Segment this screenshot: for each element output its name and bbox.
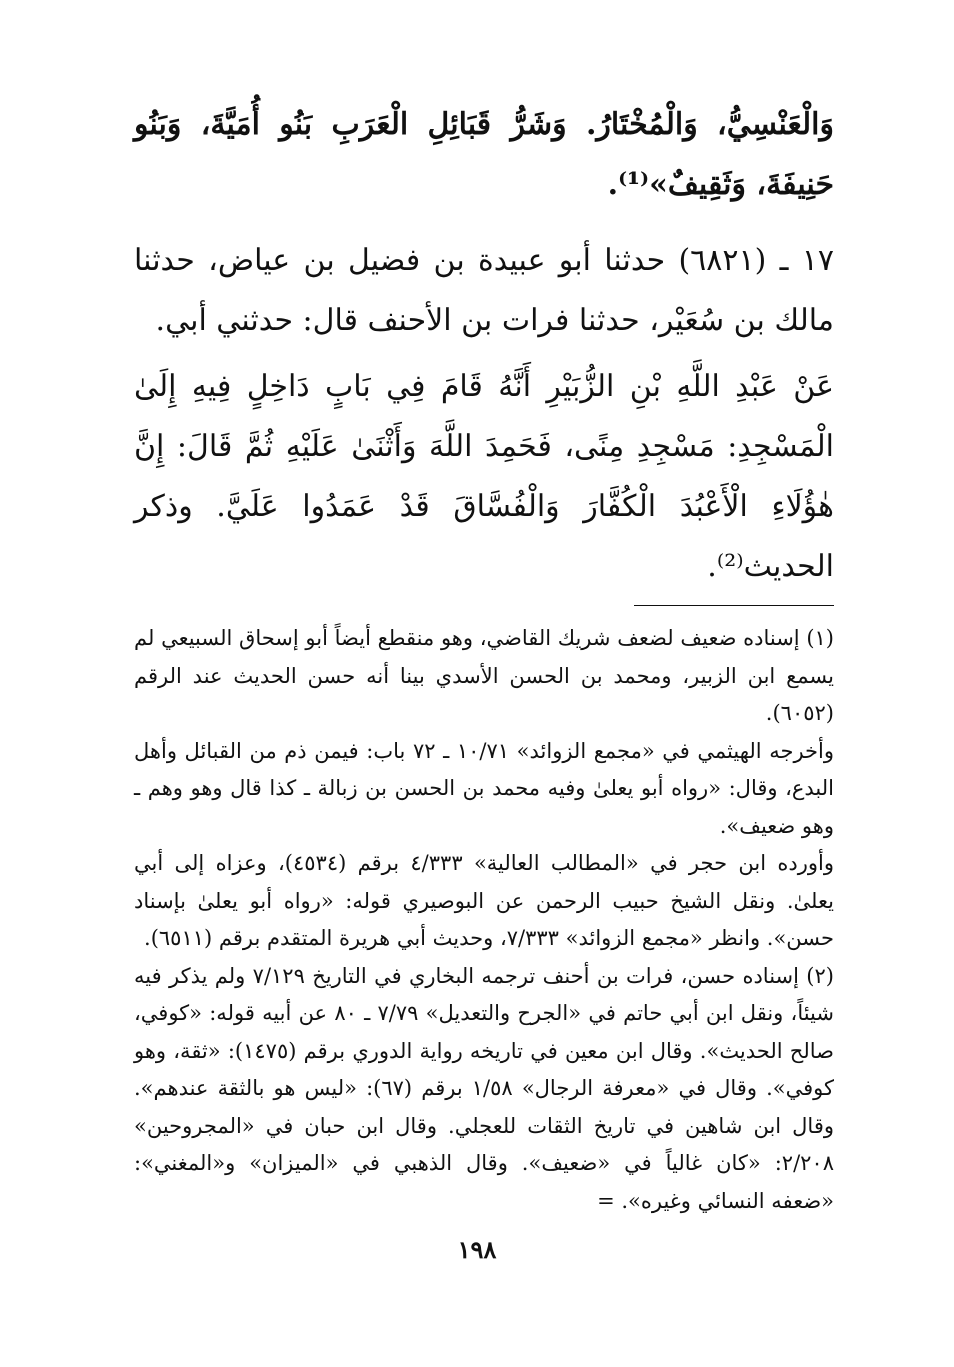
footnotes	[134, 620, 834, 1220]
paragraph-matn: عَنْ عَبْدِ اللَّهِ بْنِ الزُّبَيْرِ أَنَّهُ قَامَ فِي بَابٍ دَاخِلٍ فِيهِ إِلَىٰ الْمَسْجِدِ: مَسْجِدِ مِنًى، فَحَمِدَ اللَّهَ وَأَثْنَىٰ عَلَيْهِ ثُمَّ قَالَ: إِنَّ هٰؤُلَاءِ الْأَعْبُدَ الْكُفَّارَ وَالْفُسَّاقَ قَدْ عَمَدُوا عَلَيَّ. وذكر الحديث⁽²⁾.	[134, 369, 834, 584]
paragraph-isnad: ١٧ ـ (٦٨٢١) حدثنا أبو عبيدة بن فضيل بن عياض، حدثنا مالك بن سُعَيْر، حدثنا فرات بن الأحنف قال: حدثني أبي.	[134, 243, 834, 338]
page-body	[134, 95, 834, 1220]
paragraph-hadith-end: وَالْعَنْسِيُّ، وَالْمُخْتَارُ. وَشَرُّ قَبَائِلِ الْعَرَبِ بَنُو أُمَيَّةَ، وَبَنُو حَنِيفَةَ، وَثَقِيفٌ»⁽¹⁾.	[134, 107, 834, 202]
footnote-1-continued: وأخرجه الهيثمي في «مجمع الزوائد» ١٠/٧١ ـ ٧٢ باب: فيمن ذم من القبائل وأهل البدع، وقال: «رواه أبو يعلىٰ وفيه محمد بن الحسن بن زبالة ـ كذا قال وهو وهم ـ وهو ضعيف».	[134, 738, 835, 838]
footnote-divider	[634, 605, 834, 606]
footnote-1-continued-2: وأورده ابن حجر في «المطالب العالية» ٤/٣٣٣ برقم (٤٥٣٤)، وعزاه إلى أبي يعلىٰ. ونقل الشيخ حبيب الرحمن عن البوصيري قوله: «رواه أبو يعلىٰ بإسناد حسن». وانظر «مجمع الزوائد» ٧/٣٣٣، وحديث أبي هريرة المتقدم برقم (٦٥١١).	[134, 851, 834, 950]
footnote-2: (٢) إسناده حسن، فرات بن أحنف ترجمه البخاري في التاريخ ٧/١٢٩ ولم يذكر فيه شيئاً، ونقل ابن أبي حاتم في «الجرح والتعديل» ٧/٧٩ ـ ٨٠ عن أبيه قوله: «كوفي، صالح الحديث». وقال ابن معين في تاريخه رواية الدوري برقم (١٤٧٥): «ثقة، وهو كوفي». وقال في «معرفة الرجال» ١/٥٨ برقم (٦٧): «ليس هو بالثقة عندهم». وقال ابن شاهين في تاريخ الثقات للعجلي. وقال ابن حبان في «المجروحين» ٢/٢٠٨: «كان غالياً في «ضعيف». وقال الذهبي في «الميزان» و«المغني»: «ضعفه النسائي وغيره». =	[134, 963, 834, 1213]
footnote-1: (١) إسناده ضعيف لضعف شريك القاضي، وهو منقطع أيضاً أبو إسحاق السبيعي لم يسمع ابن الزبير، ومحمد بن الحسن الأسدي بينا أنه حسن الحديث عند الرقم (٦٠٥٢).	[134, 626, 834, 725]
page-number: ١٩٨	[457, 1235, 497, 1264]
main-text	[134, 95, 834, 597]
